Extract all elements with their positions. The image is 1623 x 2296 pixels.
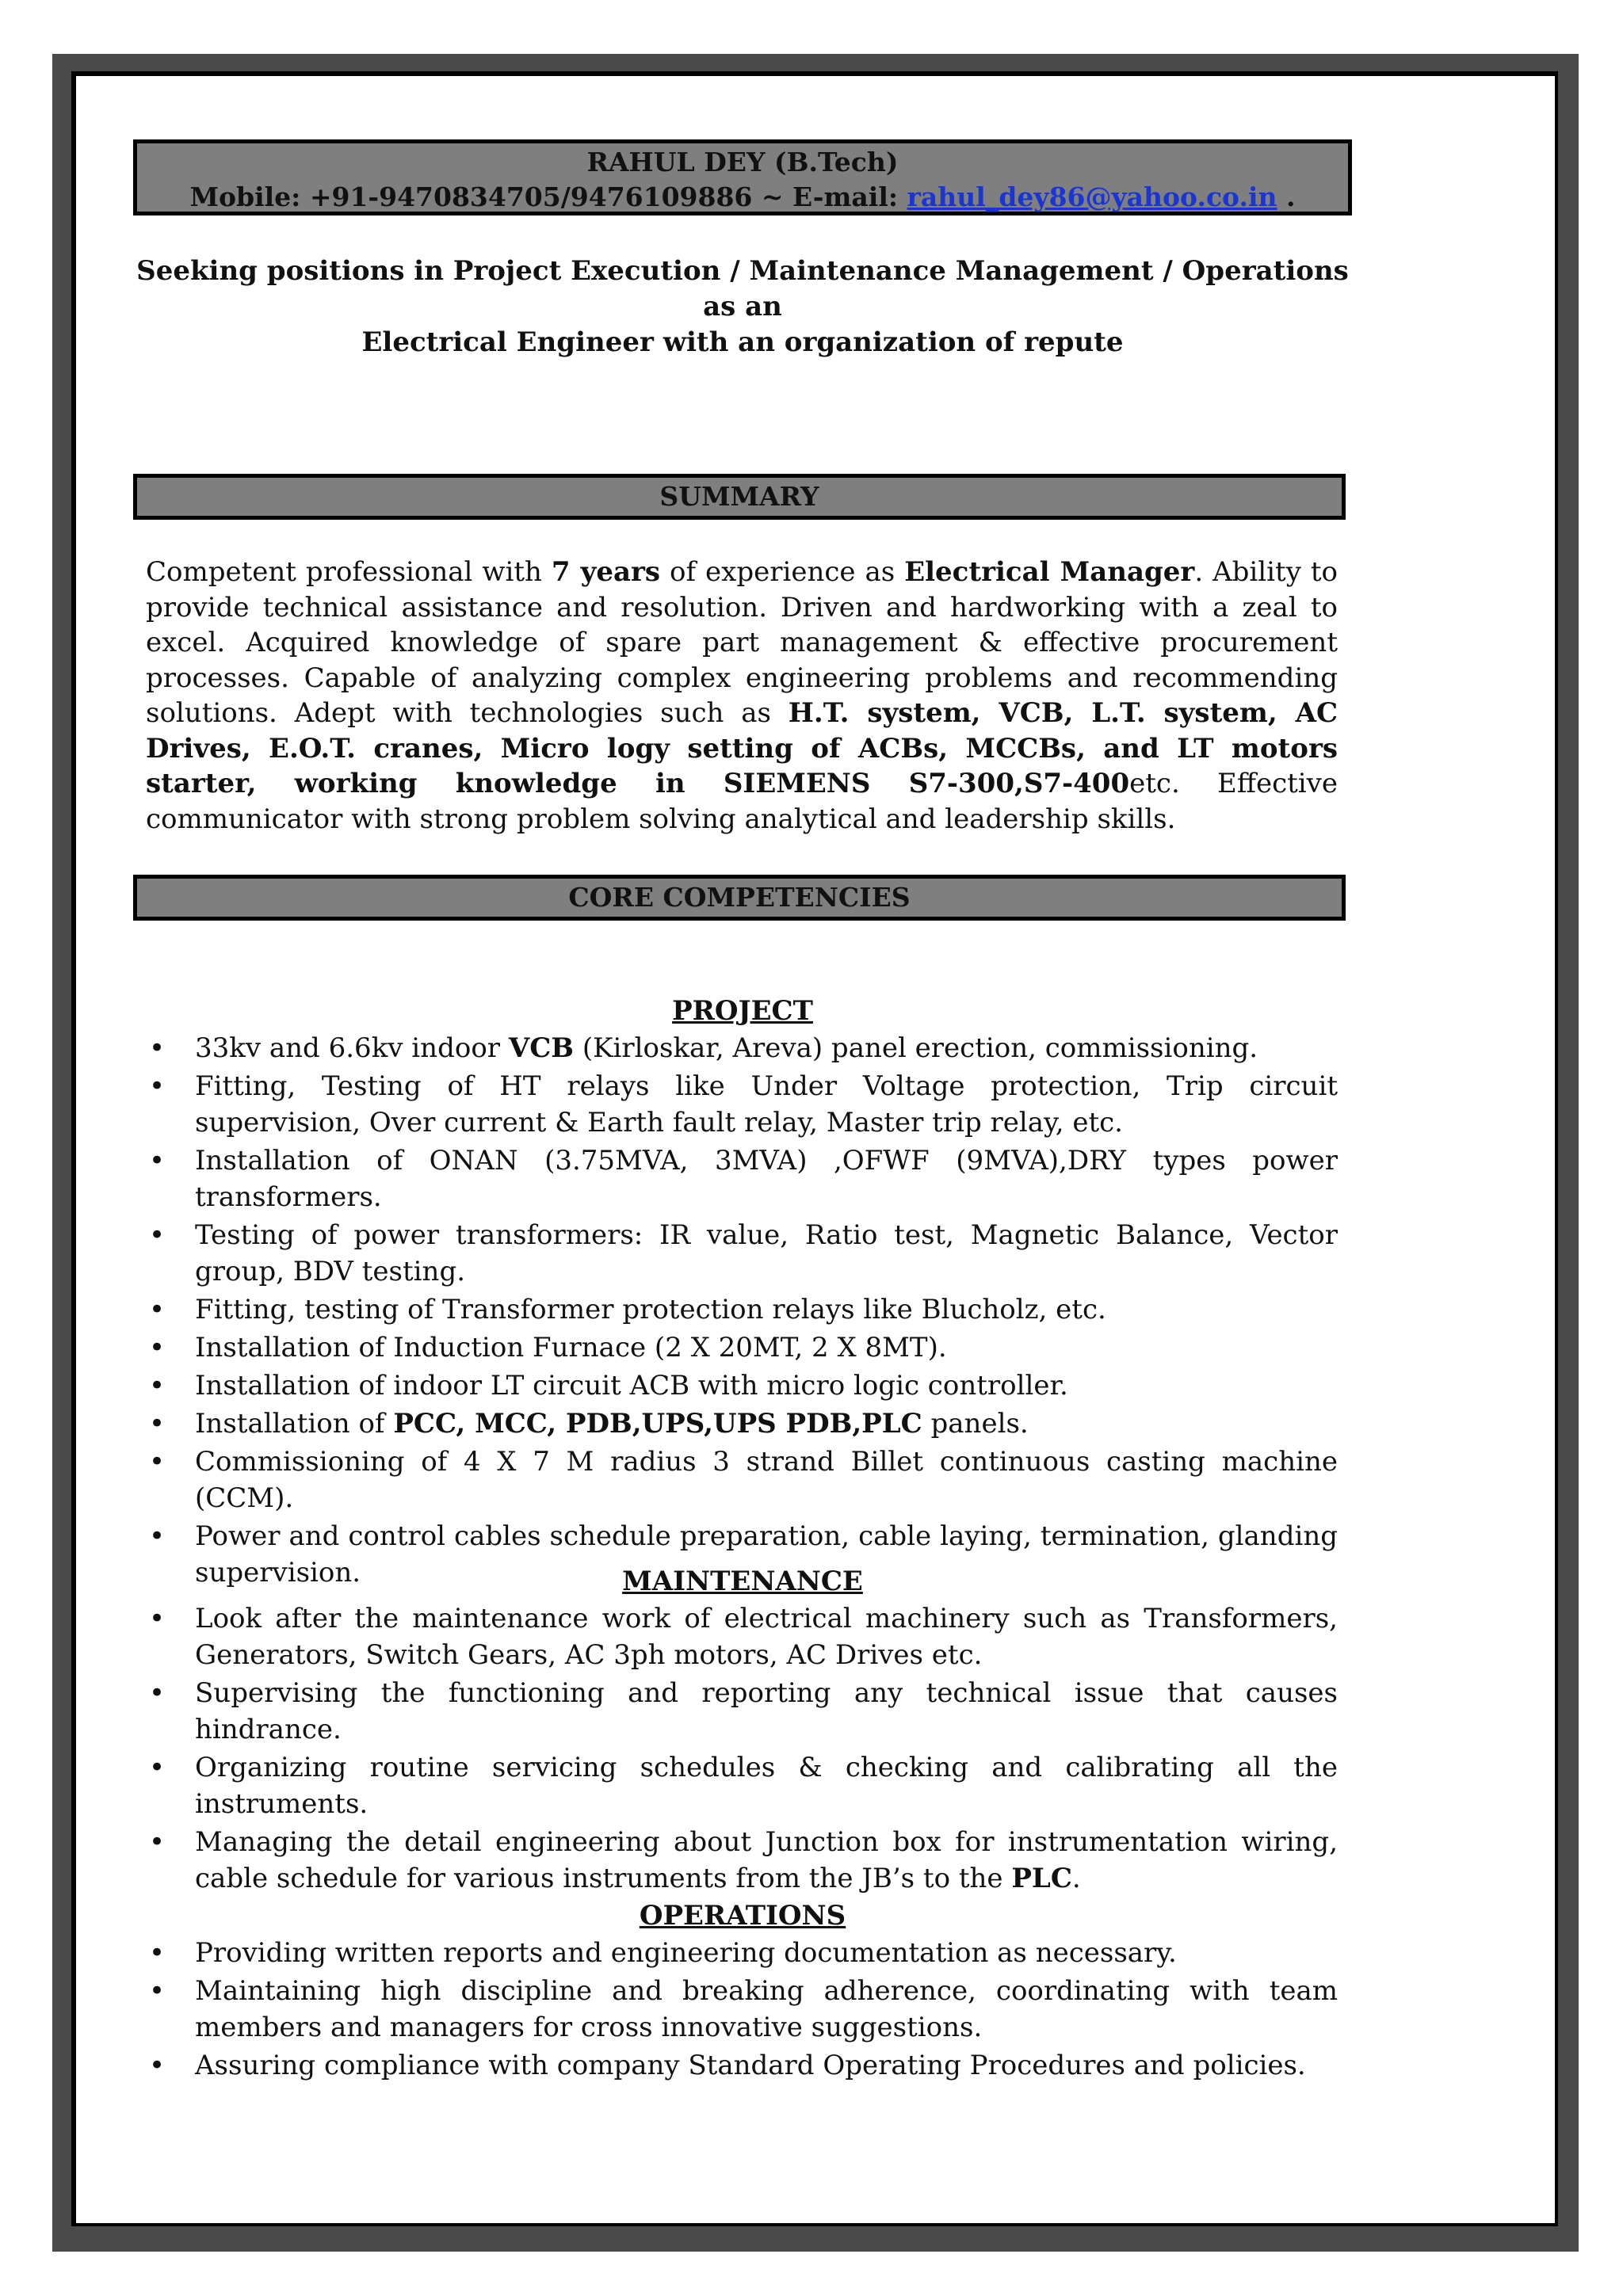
bullet-icon: • xyxy=(149,1937,166,1969)
list-item: • Organizing routine servicing schedules & checking and calibrating all the instruments. xyxy=(146,1749,1338,1822)
summary-text xyxy=(146,555,1338,837)
list-item: • Managing the detail engineering about Junction box for instrumentation wiring, cable schedule for various instruments from the JB’s to the PLC. xyxy=(146,1824,1338,1897)
list-item: • Maintaining high discipline and breaking adherence, coordinating with team members and managers for cross innovative suggestions. xyxy=(146,1973,1338,2046)
list-item: • Providing written reports and engineering documentation as necessary. xyxy=(146,1935,1338,1971)
summary-part-1: Competent professional with xyxy=(146,556,552,588)
candidate-name: RAHUL DEY (B.Tech) xyxy=(586,147,899,177)
list-item: • Installation of Induction Furnace (2 X 20MT, 2 X 8MT). xyxy=(146,1329,1338,1366)
list-item: • Power and control cables schedule preparation, cable laying, termination, glanding supervision. xyxy=(146,1518,1338,1591)
header-box xyxy=(133,139,1352,215)
bullet-icon: • xyxy=(149,1975,166,2007)
bullet-icon: • xyxy=(149,1752,166,1783)
list-item: • Installation of indoor LT circuit ACB with micro logic controller. xyxy=(146,1367,1338,1404)
list-item: • 33kv and 6.6kv indoor VCB (Kirloskar, Areva) panel erection, commissioning. xyxy=(146,1030,1338,1066)
bullet-icon: • xyxy=(149,1677,166,1709)
bullet-icon: • xyxy=(149,1219,166,1251)
maintenance-title: MAINTENANCE xyxy=(622,1566,863,1597)
list-item: • Commissioning of 4 X 7 M radius 3 strand Billet continuous casting machine (CCM). xyxy=(146,1444,1338,1516)
summary-part-3: . Ability to provide technical assistance and resolution. Driven and hardworking with a zeal to excel. Acquired knowledge of spare part management & effective procurement processes. Capable of analyzing complex engineering problems and recommending solutions. Adept with technologies such as xyxy=(146,556,1338,729)
list-item: • Supervising the functioning and reporting any technical issue that causes hindrance. xyxy=(146,1675,1338,1748)
list-item: • Installation of PCC, MCC, PDB,UPS,UPS PDB,PLC panels. xyxy=(146,1405,1338,1442)
bullet-icon: • xyxy=(149,1032,166,1064)
summary-role: Electrical Manager xyxy=(904,556,1195,588)
bullet-icon: • xyxy=(149,1408,166,1440)
bullet-icon: • xyxy=(149,1145,166,1177)
list-item: • Assuring compliance with company Standard Operating Procedures and policies. xyxy=(146,2047,1338,2084)
maintenance-list xyxy=(146,1600,1338,1898)
summary-heading: SUMMARY xyxy=(133,474,1346,520)
list-item: • Fitting, Testing of HT relays like Under Voltage protection, Trip circuit supervision, Over current & Earth fault relay, Master trip relay, etc. xyxy=(146,1068,1338,1141)
summary-part-4: etc. Effective communicator with strong problem solving analytical and leadership skills. xyxy=(146,768,1338,835)
email-link[interactable]: rahul_dey86@yahoo.co.in xyxy=(907,181,1277,212)
bullet-icon: • xyxy=(149,1332,166,1363)
project-title: PROJECT xyxy=(672,995,813,1027)
bullet-icon: • xyxy=(149,2050,166,2081)
core-competencies-heading: CORE COMPETENCIES xyxy=(133,875,1346,921)
bullet-icon: • xyxy=(149,1294,166,1325)
operations-title: OPERATIONS xyxy=(639,1900,846,1932)
summary-technologies: H.T. system, VCB, L.T. system, AC Drives, E.O.T. cranes, Micro logy setting of ACBs, MCCBs, and LT motors starter, working knowledge in SIEMENS S7-300,S7-400 xyxy=(146,697,1338,799)
contact-line xyxy=(137,180,1348,215)
objective-line-2: Electrical Engineer with an organization of repute xyxy=(361,326,1124,358)
list-item: • Installation of ONAN (3.75MVA, 3MVA) ,OFWF (9MVA),DRY types power transformers. xyxy=(146,1142,1338,1215)
contact-phone: Mobile: +91-9470834705/9476109886 ~ E-mail: xyxy=(189,181,907,212)
objective xyxy=(133,254,1352,360)
objective-line-1: Seeking positions in Project Execution / Maintenance Management / Operations as an xyxy=(136,255,1349,322)
summary-years: 7 years xyxy=(551,556,661,588)
bullet-icon: • xyxy=(149,1370,166,1402)
list-item: • Fitting, testing of Transformer protection relays like Blucholz, etc. xyxy=(146,1291,1338,1328)
operations-list xyxy=(146,1935,1338,2085)
summary-part-2: of experience as xyxy=(660,556,905,588)
bullet-icon: • xyxy=(149,1446,166,1478)
contact-suffix: . xyxy=(1277,181,1296,212)
bullet-icon: • xyxy=(149,1070,166,1102)
list-item: • Testing of power transformers: IR value, Ratio test, Magnetic Balance, Vector group, BDV testing. xyxy=(146,1217,1338,1290)
bullet-icon: • xyxy=(149,1826,166,1858)
bullet-icon: • xyxy=(149,1520,166,1552)
list-item: • Look after the maintenance work of electrical machinery such as Transformers, Generators, Switch Gears, AC 3ph motors, AC Drives etc. xyxy=(146,1600,1338,1673)
bullet-icon: • xyxy=(149,1603,166,1634)
project-list xyxy=(146,1030,1338,1592)
